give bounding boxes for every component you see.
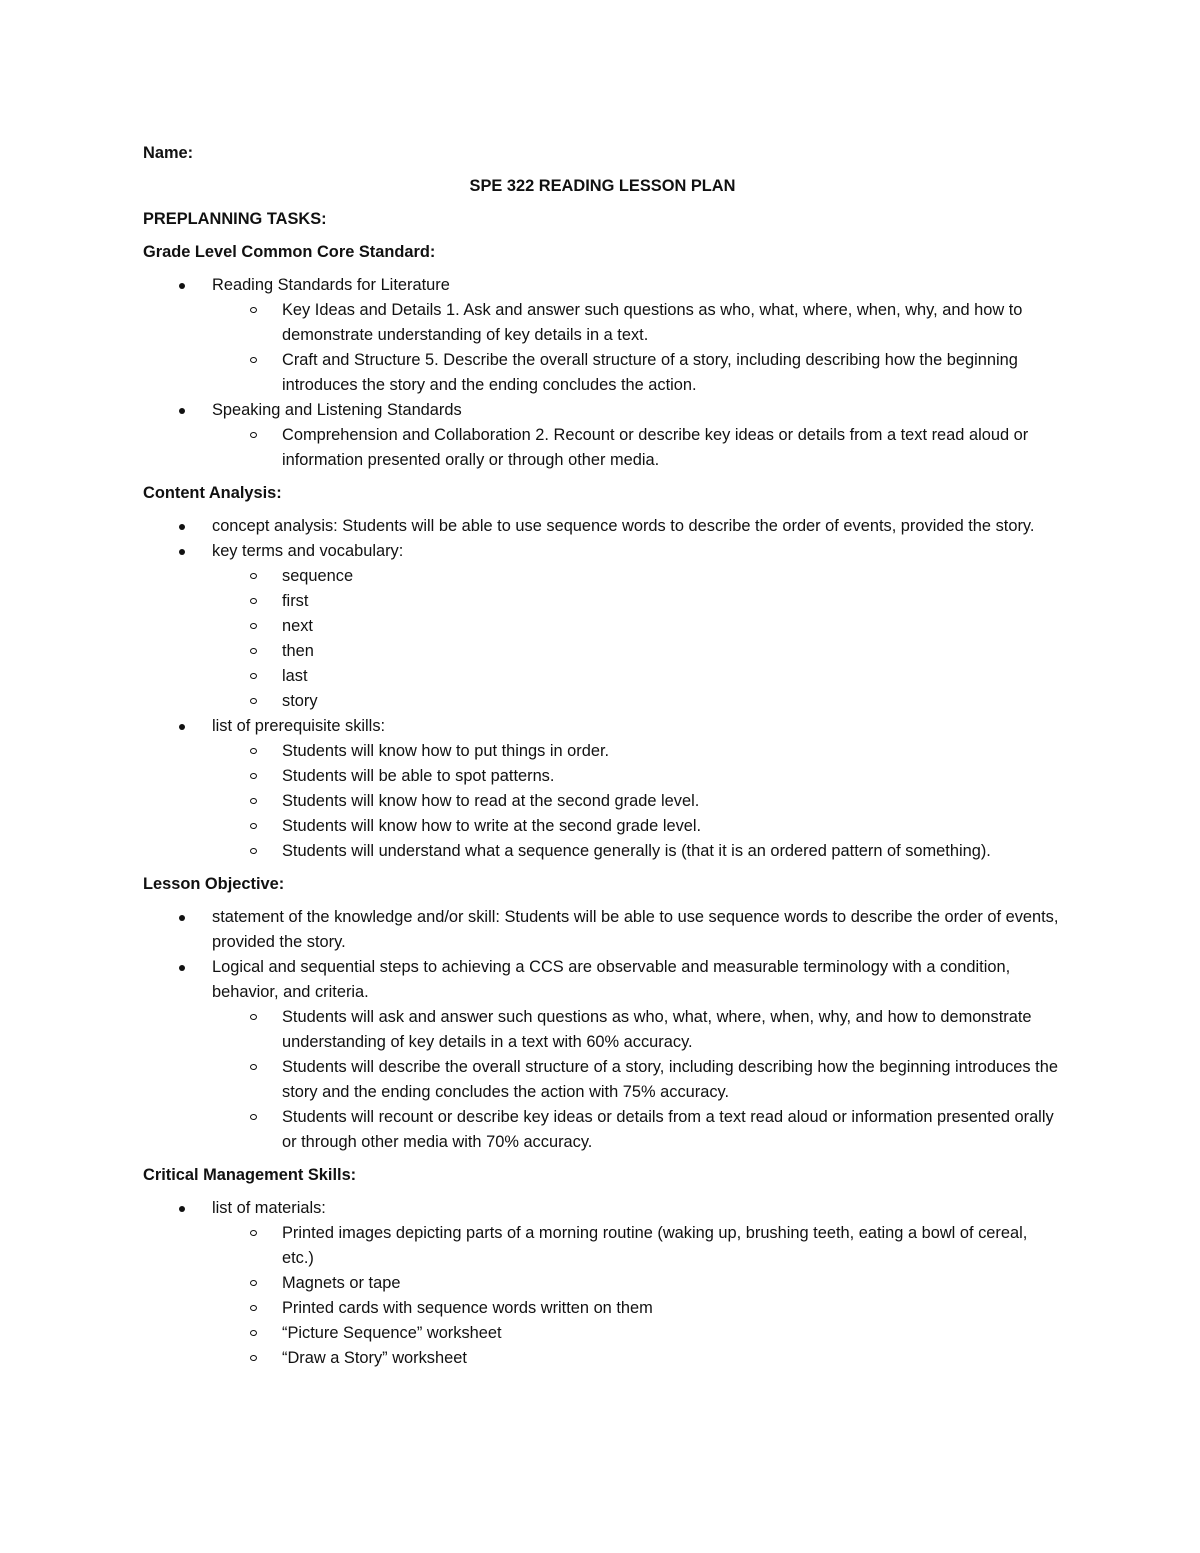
sub-list bbox=[212, 298, 1060, 398]
sub-list-item: Students will recount or describe key ideas or details from a text read aloud or information presented orally or through other media with 70% accuracy. bbox=[211, 1105, 1060, 1155]
sub-list bbox=[212, 564, 1060, 714]
sub-list-item: “Picture Sequence” worksheet bbox=[211, 1321, 1060, 1346]
list-item bbox=[143, 1196, 1060, 1371]
sub-list-item: Students will ask and answer such questions as who, what, where, when, why, and how to demonstrate understanding of key details in a text with 60% accuracy. bbox=[211, 1005, 1060, 1055]
list-item-text: list of materials: bbox=[212, 1199, 326, 1217]
sub-list-item: sequence bbox=[211, 564, 1060, 589]
sub-list-item: Students will understand what a sequence generally is (that it is an ordered pattern of something). bbox=[211, 839, 1060, 864]
list-item-text: Logical and sequential steps to achieving a CCS are observable and measurable terminology with a condition, behavior, and criteria. bbox=[212, 958, 1011, 1001]
sub-list-item: Key Ideas and Details 1. Ask and answer such questions as who, what, where, when, why, and how to demonstrate understanding of key details in a text. bbox=[211, 298, 1060, 348]
sub-list-item: Printed cards with sequence words written on them bbox=[211, 1296, 1060, 1321]
sub-list-item: first bbox=[211, 589, 1060, 614]
list-item-text: statement of the knowledge and/or skill: Students will be able to use sequence words to describe the order of events, provided the story. bbox=[212, 908, 1059, 951]
list-item bbox=[143, 714, 1060, 864]
sub-list-item: Comprehension and Collaboration 2. Recount or describe key ideas or details from a text read aloud or information presented orally or through other media. bbox=[211, 423, 1060, 473]
standards-list bbox=[143, 273, 1060, 473]
sub-list-item: then bbox=[211, 639, 1060, 664]
sub-list-item: Students will know how to write at the second grade level. bbox=[211, 814, 1060, 839]
list-item bbox=[143, 955, 1060, 1155]
sub-list-item: story bbox=[211, 689, 1060, 714]
list-item-text: list of prerequisite skills: bbox=[212, 717, 386, 735]
list-item-text: concept analysis: Students will be able to use sequence words to describe the order of events, provided the story. bbox=[212, 517, 1035, 535]
sub-list-item: Students will know how to read at the second grade level. bbox=[211, 789, 1060, 814]
preplanning-heading: PREPLANNING TASKS: bbox=[143, 210, 327, 228]
critical-management-list bbox=[143, 1196, 1060, 1371]
list-item bbox=[143, 398, 1060, 473]
list-item-text: Speaking and Listening Standards bbox=[212, 401, 462, 419]
sub-list bbox=[212, 739, 1060, 864]
critical-management-heading: Critical Management Skills: bbox=[143, 1166, 357, 1184]
sub-list-item: Craft and Structure 5. Describe the overall structure of a story, including describing how the beginning introduces the story and the ending concludes the action. bbox=[211, 348, 1060, 398]
list-item bbox=[143, 539, 1060, 714]
sub-list-item: Students will know how to put things in order. bbox=[211, 739, 1060, 764]
list-item-text: Reading Standards for Literature bbox=[212, 276, 450, 294]
sub-list-item: Magnets or tape bbox=[211, 1271, 1060, 1296]
standard-heading: Grade Level Common Core Standard: bbox=[143, 243, 436, 261]
sub-list-item: Students will be able to spot patterns. bbox=[211, 764, 1060, 789]
lesson-objective-list bbox=[143, 905, 1060, 1155]
document-title: SPE 322 READING LESSON PLAN bbox=[469, 177, 736, 195]
sub-list bbox=[212, 1221, 1060, 1371]
sub-list bbox=[212, 423, 1060, 473]
list-item bbox=[143, 273, 1060, 398]
list-item-text: key terms and vocabulary: bbox=[212, 542, 404, 560]
sub-list-item: Students will describe the overall structure of a story, including describing how the beginning introduces the story and the ending concludes the action with 75% accuracy. bbox=[211, 1055, 1060, 1105]
sub-list bbox=[212, 1005, 1060, 1155]
lesson-objective-heading: Lesson Objective: bbox=[143, 875, 285, 893]
content-analysis-heading: Content Analysis: bbox=[143, 484, 282, 502]
sub-list-item: next bbox=[211, 614, 1060, 639]
list-item bbox=[143, 514, 1060, 539]
sub-list-item: Printed images depicting parts of a morning routine (waking up, brushing teeth, eating a bowl of cereal, etc.) bbox=[211, 1221, 1060, 1271]
list-item bbox=[143, 905, 1060, 955]
sub-list-item: “Draw a Story” worksheet bbox=[211, 1346, 1060, 1371]
sub-list-item: last bbox=[211, 664, 1060, 689]
name-label: Name: bbox=[143, 144, 194, 162]
content-analysis-list bbox=[143, 514, 1060, 864]
